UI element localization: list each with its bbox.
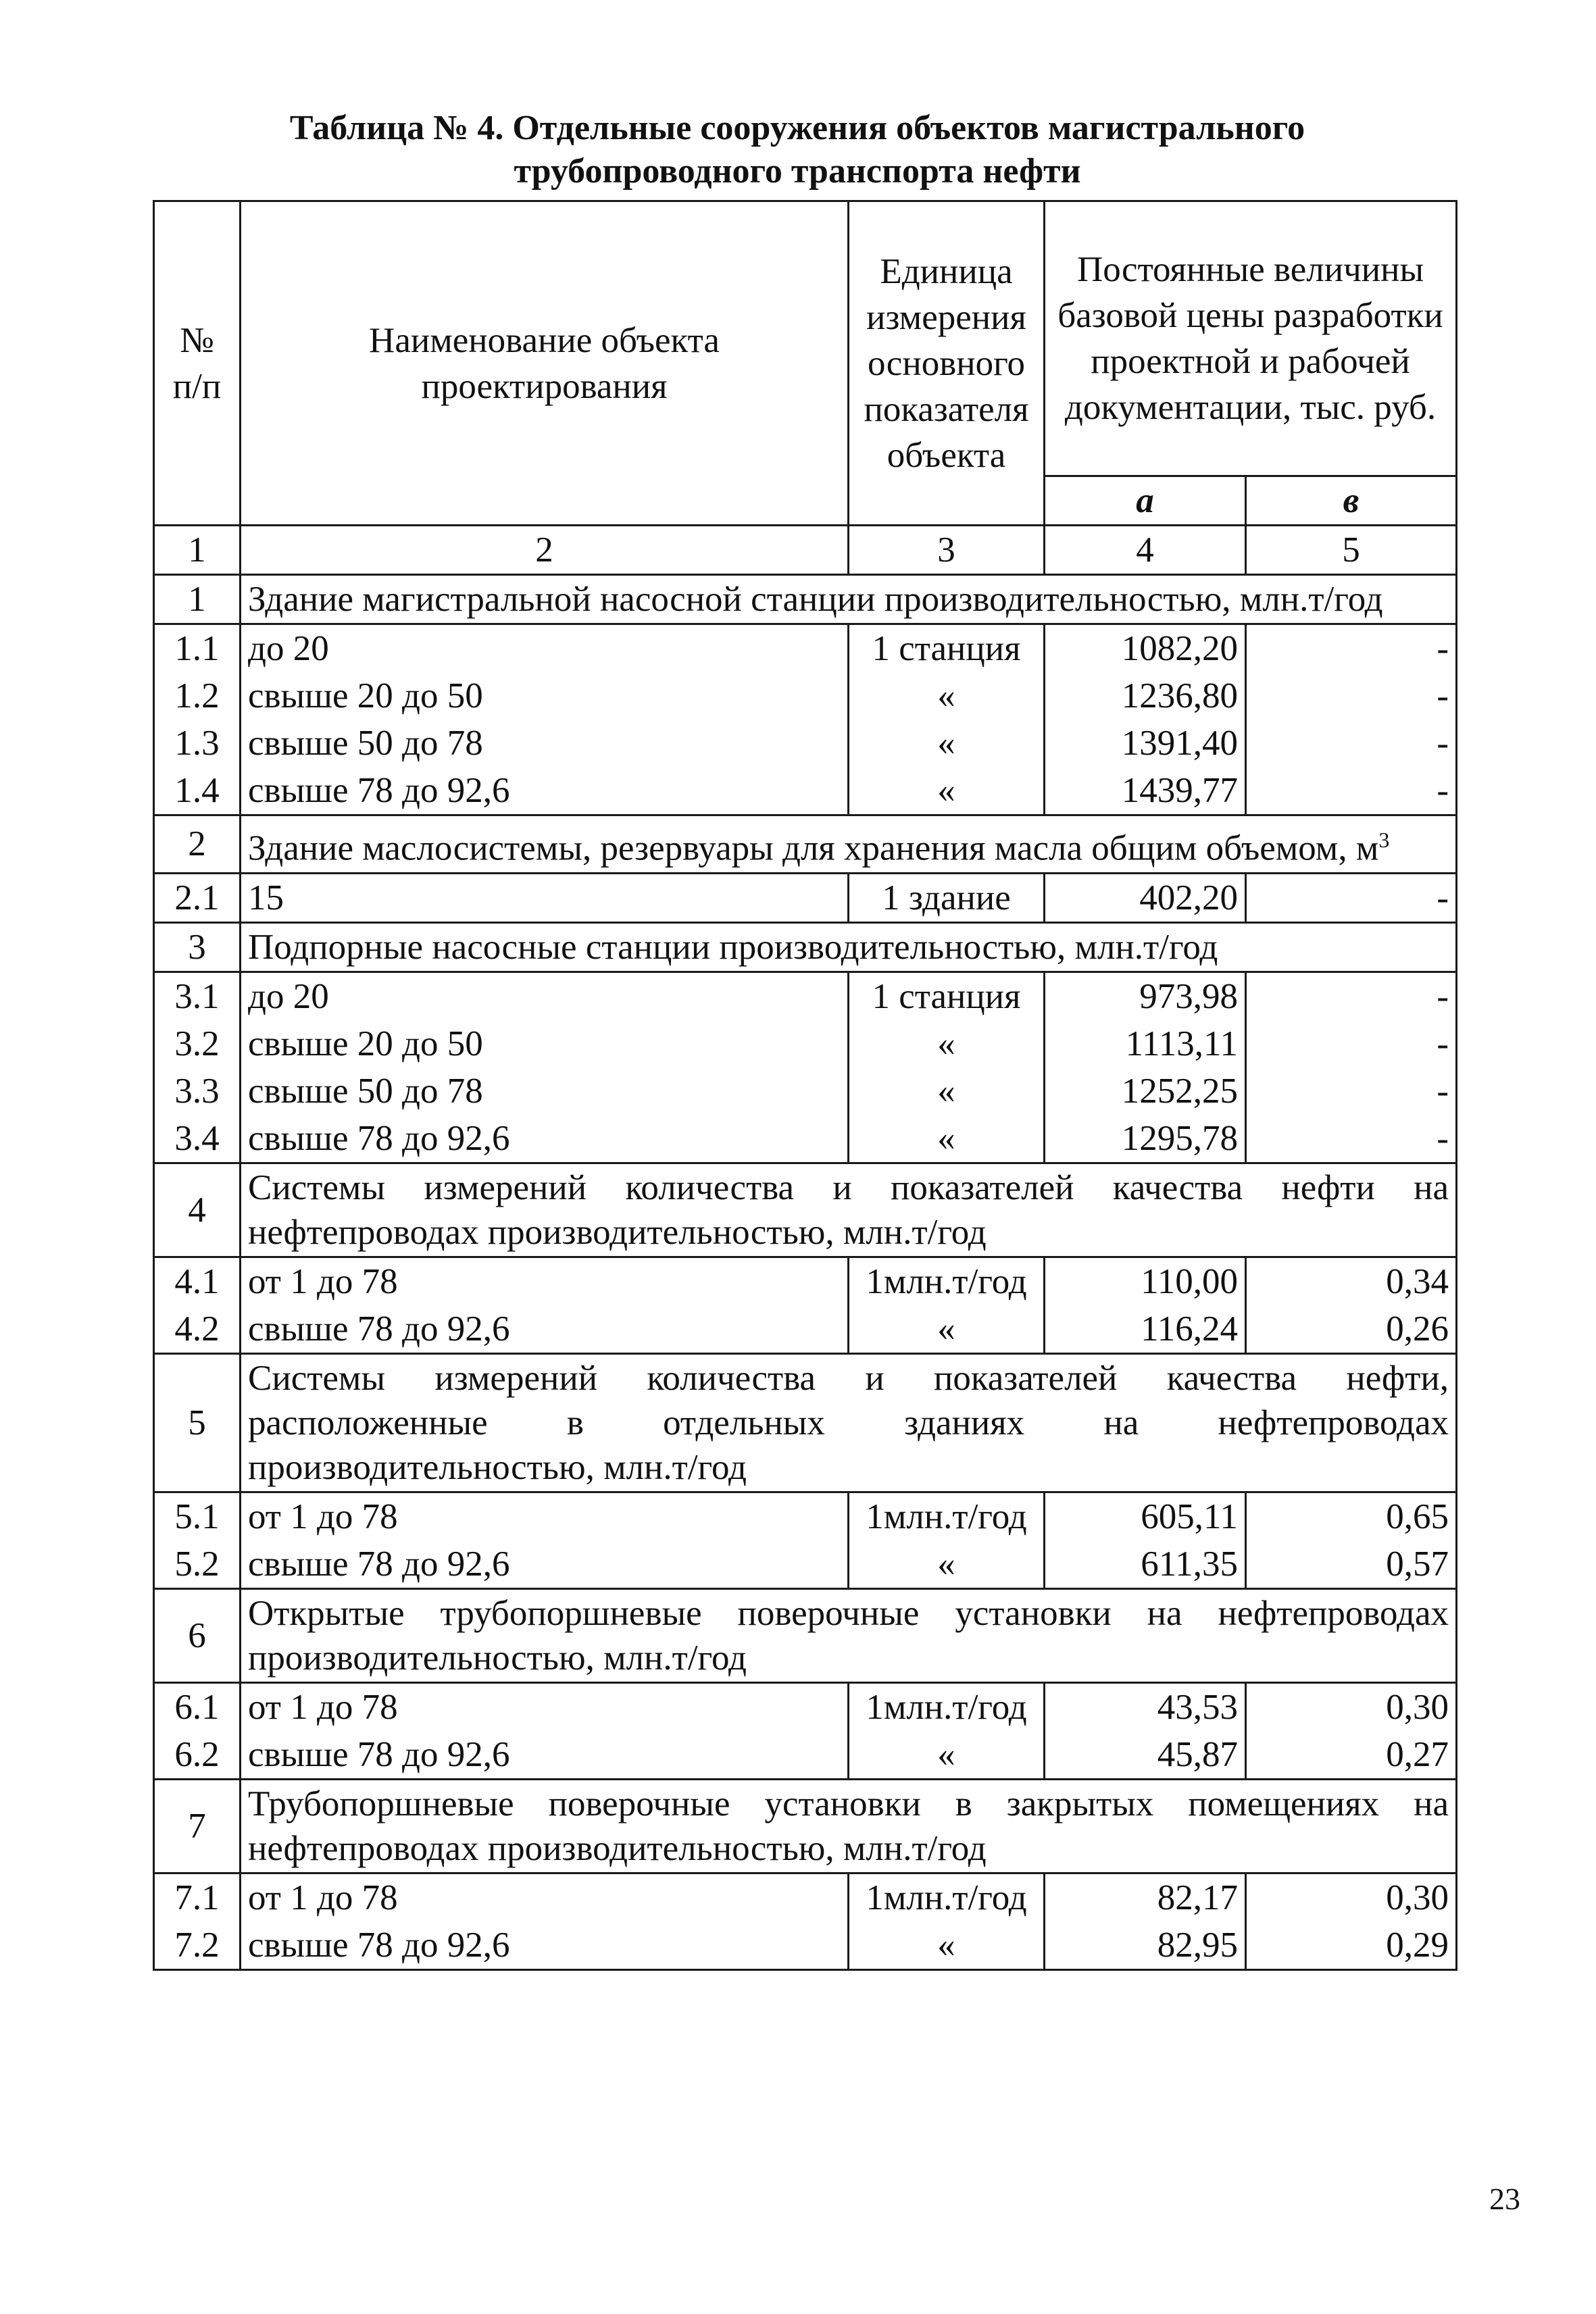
item-unit: 1млн.т/год bbox=[849, 1492, 1045, 1540]
group-number: 6 bbox=[154, 1588, 241, 1682]
group-title bbox=[241, 1779, 1457, 1873]
group-row bbox=[154, 1588, 1457, 1682]
item-name: свыше 78 до 92,6 bbox=[241, 1115, 849, 1163]
column-number: 4 bbox=[1045, 526, 1246, 575]
column-number-row bbox=[154, 526, 1457, 575]
item-name: свыше 50 до 78 bbox=[241, 720, 849, 767]
item-number: 4.1 bbox=[154, 1257, 241, 1305]
item-value-a: 973,98 bbox=[1045, 972, 1246, 1020]
group-title-text: Здание магистральной насосной станции производительностью, млн.т/год bbox=[248, 580, 1383, 619]
group-number: 2 bbox=[154, 815, 241, 874]
group-title bbox=[241, 1163, 1457, 1257]
item-number: 3.1 bbox=[154, 972, 241, 1020]
header-sub-b: в bbox=[1246, 476, 1457, 526]
item-unit: 1 здание bbox=[849, 873, 1045, 922]
item-value-b: 0,30 bbox=[1246, 1873, 1457, 1921]
item-value-b: - bbox=[1246, 767, 1457, 815]
item-unit: « bbox=[849, 1067, 1045, 1115]
item-value-a: 605,11 bbox=[1045, 1492, 1246, 1540]
item-unit: « bbox=[849, 1540, 1045, 1589]
group-row bbox=[154, 575, 1457, 624]
item-value-a: 1295,78 bbox=[1045, 1115, 1246, 1163]
group-title-text: Здание маслосистемы, резервуары для хранения масла общим объемом, м bbox=[248, 828, 1379, 868]
item-value-b: 0,27 bbox=[1246, 1731, 1457, 1780]
item-value-a: 1082,20 bbox=[1045, 624, 1246, 673]
item-name: до 20 bbox=[241, 624, 849, 673]
item-value-b: - bbox=[1246, 1020, 1457, 1067]
table-title-line-1: Таблица № 4. Отдельные сооружения объектов магистрального bbox=[289, 109, 1305, 147]
table-row bbox=[154, 1731, 1457, 1780]
column-number: 1 bbox=[154, 526, 241, 575]
item-value-a: 45,87 bbox=[1045, 1731, 1246, 1780]
item-value-b: - bbox=[1246, 720, 1457, 767]
header-unit: Единица измерения основного показателя объекта bbox=[849, 201, 1045, 526]
table-title bbox=[149, 107, 1446, 193]
item-value-b: 0,34 bbox=[1246, 1257, 1457, 1305]
table-row bbox=[154, 767, 1457, 815]
item-unit: « bbox=[849, 767, 1045, 815]
page-number: 23 bbox=[1489, 2182, 1520, 2216]
item-unit: 1млн.т/год bbox=[849, 1257, 1045, 1305]
item-value-a: 82,17 bbox=[1045, 1873, 1246, 1921]
group-number: 4 bbox=[154, 1163, 241, 1257]
item-value-a: 110,00 bbox=[1045, 1257, 1246, 1305]
item-unit: « bbox=[849, 1115, 1045, 1163]
item-name: свыше 78 до 92,6 bbox=[241, 1921, 849, 1970]
item-name: свыше 20 до 50 bbox=[241, 1020, 849, 1067]
group-title-superscript: 3 bbox=[1378, 828, 1390, 852]
item-unit: 1 станция bbox=[849, 624, 1045, 673]
item-name: свыше 50 до 78 bbox=[241, 1067, 849, 1115]
item-name: свыше 78 до 92,6 bbox=[241, 1731, 849, 1780]
table-row bbox=[154, 1305, 1457, 1354]
header-object-name: Наименование объекта проектирования bbox=[241, 201, 849, 526]
item-value-b: - bbox=[1246, 873, 1457, 922]
item-number: 1.4 bbox=[154, 767, 241, 815]
column-number: 2 bbox=[241, 526, 849, 575]
item-value-b: 0,29 bbox=[1246, 1921, 1457, 1970]
group-title bbox=[241, 575, 1457, 624]
item-value-b: - bbox=[1246, 972, 1457, 1020]
item-value-a: 43,53 bbox=[1045, 1682, 1246, 1731]
item-value-b: 0,65 bbox=[1246, 1492, 1457, 1540]
table-row bbox=[154, 1115, 1457, 1163]
table-row bbox=[154, 1492, 1457, 1540]
header-sub-a: а bbox=[1045, 476, 1246, 526]
group-row bbox=[154, 1779, 1457, 1873]
item-unit: « bbox=[849, 1020, 1045, 1067]
column-number: 5 bbox=[1246, 526, 1457, 575]
item-value-a: 116,24 bbox=[1045, 1305, 1246, 1354]
item-unit: « bbox=[849, 1731, 1045, 1780]
item-name: от 1 до 78 bbox=[241, 1257, 849, 1305]
group-title-text: Трубопоршневые поверочные установки в закрытых помещениях на нефтепроводах производительностью, млн.т/год bbox=[248, 1784, 1449, 1868]
pricing-table bbox=[153, 200, 1457, 1971]
group-row bbox=[154, 1163, 1457, 1257]
table-row bbox=[154, 1067, 1457, 1115]
item-value-a: 1391,40 bbox=[1045, 720, 1246, 767]
item-value-b: 0,57 bbox=[1246, 1540, 1457, 1589]
item-number: 1.3 bbox=[154, 720, 241, 767]
item-number: 2.1 bbox=[154, 873, 241, 922]
item-unit: 1млн.т/год bbox=[849, 1873, 1045, 1921]
item-value-b: - bbox=[1246, 672, 1457, 720]
item-name: от 1 до 78 bbox=[241, 1492, 849, 1540]
item-name: свыше 78 до 92,6 bbox=[241, 1540, 849, 1589]
item-number: 1.2 bbox=[154, 672, 241, 720]
item-value-a: 1439,77 bbox=[1045, 767, 1246, 815]
item-value-b: 0,26 bbox=[1246, 1305, 1457, 1354]
header-number: № п/п bbox=[154, 201, 241, 526]
table-row bbox=[154, 1020, 1457, 1067]
table-row bbox=[154, 1682, 1457, 1731]
item-name: свыше 78 до 92,6 bbox=[241, 1305, 849, 1354]
group-row bbox=[154, 815, 1457, 874]
item-value-a: 1113,11 bbox=[1045, 1020, 1246, 1067]
item-value-b: - bbox=[1246, 1115, 1457, 1163]
group-title-text: Открытые трубопоршневые поверочные установки на нефтепроводах производительностью, млн.т/год bbox=[248, 1593, 1449, 1678]
group-row bbox=[154, 922, 1457, 972]
item-value-a: 402,20 bbox=[1045, 873, 1246, 922]
table-row bbox=[154, 1540, 1457, 1589]
pricing-table-body bbox=[154, 201, 1457, 1970]
item-number: 3.3 bbox=[154, 1067, 241, 1115]
item-number: 5.2 bbox=[154, 1540, 241, 1589]
group-title-text: Системы измерений количества и показателей качества нефти на нефтепроводах производительностью, млн.т/год bbox=[248, 1167, 1449, 1252]
group-number: 7 bbox=[154, 1779, 241, 1873]
item-value-a: 82,95 bbox=[1045, 1921, 1246, 1970]
table-row bbox=[154, 972, 1457, 1020]
table-row bbox=[154, 1257, 1457, 1305]
item-number: 6.2 bbox=[154, 1731, 241, 1780]
group-title-text: Системы измерений количества и показателей качества нефти, расположенные в отдельных зданиях на нефтепроводах производительностью, млн.т/год bbox=[248, 1358, 1449, 1487]
header-row bbox=[154, 201, 1457, 476]
item-value-b: 0,30 bbox=[1246, 1682, 1457, 1731]
item-unit: 1млн.т/год bbox=[849, 1682, 1045, 1731]
item-value-a: 611,35 bbox=[1045, 1540, 1246, 1589]
item-unit: « bbox=[849, 720, 1045, 767]
item-number: 7.2 bbox=[154, 1921, 241, 1970]
group-title bbox=[241, 922, 1457, 972]
item-number: 3.2 bbox=[154, 1020, 241, 1067]
group-title-text: Подпорные насосные станции производительностью, млн.т/год bbox=[248, 927, 1218, 967]
item-name: от 1 до 78 bbox=[241, 1682, 849, 1731]
group-title bbox=[241, 1353, 1457, 1492]
item-name: свыше 78 до 92,6 bbox=[241, 767, 849, 815]
item-unit: « bbox=[849, 672, 1045, 720]
item-number: 5.1 bbox=[154, 1492, 241, 1540]
item-name: 15 bbox=[241, 873, 849, 922]
group-number: 1 bbox=[154, 575, 241, 624]
group-title bbox=[241, 815, 1457, 874]
table-row bbox=[154, 1873, 1457, 1921]
item-unit: « bbox=[849, 1305, 1045, 1354]
item-name: до 20 bbox=[241, 972, 849, 1020]
group-number: 3 bbox=[154, 922, 241, 972]
group-title bbox=[241, 1588, 1457, 1682]
column-number: 3 bbox=[849, 526, 1045, 575]
item-unit: 1 станция bbox=[849, 972, 1045, 1020]
table-row bbox=[154, 624, 1457, 673]
group-number: 5 bbox=[154, 1353, 241, 1492]
header-base-price: Постоянные величины базовой цены разработки проектной и рабочей документации, тыс. руб. bbox=[1045, 201, 1457, 476]
item-value-b: - bbox=[1246, 1067, 1457, 1115]
table-title-line-2: трубопроводного транспорта нефти bbox=[514, 152, 1081, 191]
item-unit: « bbox=[849, 1921, 1045, 1970]
item-name: от 1 до 78 bbox=[241, 1873, 849, 1921]
table-row bbox=[154, 873, 1457, 922]
item-name: свыше 20 до 50 bbox=[241, 672, 849, 720]
table-row bbox=[154, 672, 1457, 720]
item-value-a: 1252,25 bbox=[1045, 1067, 1246, 1115]
item-number: 6.1 bbox=[154, 1682, 241, 1731]
item-number: 3.4 bbox=[154, 1115, 241, 1163]
item-value-b: - bbox=[1246, 624, 1457, 673]
item-number: 7.1 bbox=[154, 1873, 241, 1921]
item-number: 1.1 bbox=[154, 624, 241, 673]
item-number: 4.2 bbox=[154, 1305, 241, 1354]
table-row bbox=[154, 1921, 1457, 1970]
group-row bbox=[154, 1353, 1457, 1492]
table-row bbox=[154, 720, 1457, 767]
item-value-a: 1236,80 bbox=[1045, 672, 1246, 720]
